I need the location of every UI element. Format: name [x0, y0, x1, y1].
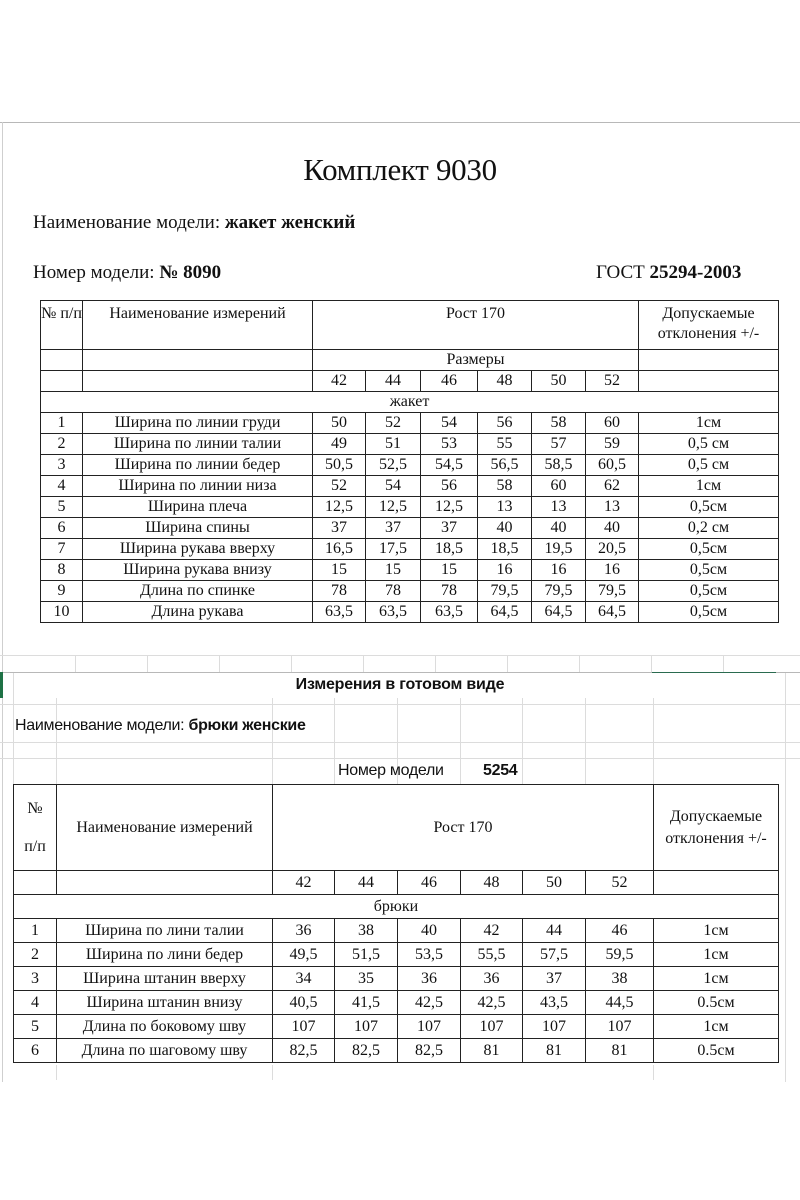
row-number: 6 [14, 1039, 57, 1063]
measurement-value: 40,5 [273, 991, 335, 1015]
measurement-value: 16,5 [313, 539, 366, 560]
measurement-value: 37 [421, 518, 478, 539]
measurement-value: 37 [523, 967, 586, 991]
measurement-value: 53,5 [398, 943, 461, 967]
model-name-label: Наименование модели: [33, 212, 221, 233]
size-cell: 46 [421, 371, 478, 392]
gridline [585, 698, 586, 784]
empty-cell [14, 871, 57, 895]
measurement-value: 12,5 [421, 497, 478, 518]
section-row [14, 895, 779, 919]
measurement-value: 58 [478, 476, 532, 497]
height-header: Рост 170 [273, 785, 654, 871]
gridline [147, 655, 148, 672]
measurement-value: 79,5 [586, 581, 639, 602]
model-number-value: № 8090 [159, 262, 222, 283]
measurement-value: 36 [398, 967, 461, 991]
measurement-value: 107 [523, 1015, 586, 1039]
measurement-value: 81 [523, 1039, 586, 1063]
empty-cell [83, 350, 313, 371]
measurement-name: Длина рукава [83, 602, 313, 623]
row-number: 2 [14, 943, 57, 967]
size-cell: 50 [532, 371, 586, 392]
gost-value: 25294-2003 [649, 262, 742, 283]
measurement-value: 34 [273, 967, 335, 991]
measurement-value: 81 [586, 1039, 654, 1063]
measurement-value: 37 [313, 518, 366, 539]
empty-cell [639, 350, 779, 371]
row-number: 2 [41, 434, 83, 455]
measurement-name: Длина по боковому шву [57, 1015, 273, 1039]
measurement-value: 36 [273, 919, 335, 943]
row-number: 4 [14, 991, 57, 1015]
measurement-value: 82,5 [273, 1039, 335, 1063]
table-row [14, 991, 779, 1015]
gridline [651, 655, 652, 672]
measurement-value: 15 [366, 560, 421, 581]
measurement-value: 49 [313, 434, 366, 455]
trousers-model-name [15, 717, 306, 735]
table-row [14, 943, 779, 967]
tolerance-value: 1см [639, 476, 779, 497]
empty-cell [57, 871, 273, 895]
row-number: 5 [14, 1015, 57, 1039]
trousers-model-number-label: Номер модели [338, 762, 444, 779]
size-cell: 50 [523, 871, 586, 895]
measurement-value: 57 [532, 434, 586, 455]
measurement-value: 79,5 [478, 581, 532, 602]
tolerance-value: 0,5 см [639, 434, 779, 455]
sheet-border-top [0, 122, 800, 123]
trousers-model-number-value: 5254 [483, 762, 518, 779]
measurement-value: 58 [532, 413, 586, 434]
measurement-value: 20,5 [586, 539, 639, 560]
sizes-label-row [41, 350, 779, 371]
gridline [653, 1065, 654, 1080]
measurement-value: 36 [461, 967, 523, 991]
tolerance-value: 0.5см [654, 1039, 779, 1063]
tolerance-value: 1см [654, 1015, 779, 1039]
measurement-value: 43,5 [523, 991, 586, 1015]
size-cell: 42 [273, 871, 335, 895]
size-cell: 48 [478, 371, 532, 392]
section-row [41, 392, 779, 413]
size-cell: 52 [586, 871, 654, 895]
size-cell: 46 [398, 871, 461, 895]
measurement-value: 54,5 [421, 455, 478, 476]
measurement-value: 64,5 [478, 602, 532, 623]
gridline [0, 655, 800, 656]
col-number-top: № [27, 799, 43, 817]
measurement-value: 78 [421, 581, 478, 602]
measurement-value: 13 [586, 497, 639, 518]
measurement-value: 51,5 [335, 943, 398, 967]
measurement-name: Ширина спины [83, 518, 313, 539]
measurement-value: 50,5 [313, 455, 366, 476]
page-title: Комплект 9030 [303, 152, 497, 187]
measurement-value: 13 [478, 497, 532, 518]
measurement-value: 40 [478, 518, 532, 539]
measurement-value: 17,5 [366, 539, 421, 560]
measurement-value: 19,5 [532, 539, 586, 560]
table-row [41, 476, 779, 497]
section-label: брюки [14, 895, 779, 919]
measurement-name: Длина по шаговому шву [57, 1039, 273, 1063]
measurement-value: 78 [313, 581, 366, 602]
gridline [291, 655, 292, 672]
tolerance-value: 0,5см [639, 602, 779, 623]
measurement-value: 81 [461, 1039, 523, 1063]
measurement-value: 35 [335, 967, 398, 991]
measurement-value: 52,5 [366, 455, 421, 476]
table-row [41, 602, 779, 623]
col-number-bottom: п/п [24, 837, 46, 855]
header-row [41, 301, 779, 350]
row-number: 3 [41, 455, 83, 476]
measurement-name: Ширина по линии талии [83, 434, 313, 455]
gridline [0, 742, 800, 743]
jacket-model-number [33, 262, 221, 284]
tolerance-value: 0,5см [639, 581, 779, 602]
measurement-value: 107 [398, 1015, 461, 1039]
tolerance-value: 0,5 см [639, 455, 779, 476]
col-number-header: № п/п [41, 301, 83, 350]
measurement-value: 60,5 [586, 455, 639, 476]
measurement-value: 42,5 [398, 991, 461, 1015]
measurement-value: 63,5 [421, 602, 478, 623]
measurement-value: 107 [586, 1015, 654, 1039]
gridline [272, 1065, 273, 1080]
measurement-name: Ширина рукава вверху [83, 539, 313, 560]
row-number: 1 [41, 413, 83, 434]
measurement-value: 13 [532, 497, 586, 518]
row-number: 10 [41, 602, 83, 623]
gridline [785, 672, 786, 1082]
table-row [41, 413, 779, 434]
sizes-row [41, 371, 779, 392]
row-number: 7 [41, 539, 83, 560]
tolerance-value: 0,5см [639, 497, 779, 518]
measurement-value: 59,5 [586, 943, 654, 967]
gridline [435, 655, 436, 672]
measurement-value: 107 [335, 1015, 398, 1039]
measurement-value: 55 [478, 434, 532, 455]
tolerance-value: 1см [639, 413, 779, 434]
measurement-value: 12,5 [313, 497, 366, 518]
tolerance-value: 1см [654, 919, 779, 943]
jacket-table-body [41, 413, 779, 623]
measurement-value: 62 [586, 476, 639, 497]
row-number: 4 [41, 476, 83, 497]
col-number-header [14, 785, 57, 871]
tolerance-value: 0,2 см [639, 518, 779, 539]
measurement-value: 44 [523, 919, 586, 943]
gridline [363, 655, 364, 672]
tolerance-value: 0,5см [639, 560, 779, 581]
gridline [0, 704, 800, 705]
empty-cell [83, 371, 313, 392]
empty-cell [41, 350, 83, 371]
measurement-value: 64,5 [586, 602, 639, 623]
measurement-value: 18,5 [421, 539, 478, 560]
measurement-value: 60 [586, 413, 639, 434]
gost-reference [596, 262, 741, 284]
row-number: 8 [41, 560, 83, 581]
sizes-row [14, 871, 779, 895]
measurement-name: Ширина штанин вверху [57, 967, 273, 991]
measurement-value: 42,5 [461, 991, 523, 1015]
measurement-value: 18,5 [478, 539, 532, 560]
measurement-value: 59 [586, 434, 639, 455]
gridline [0, 758, 800, 759]
gost-label: ГОСТ [596, 262, 645, 283]
measurement-value: 54 [421, 413, 478, 434]
measurement-value: 79,5 [532, 581, 586, 602]
tolerance-value: 0.5см [654, 991, 779, 1015]
row-number: 6 [41, 518, 83, 539]
measurement-value: 41,5 [335, 991, 398, 1015]
measurement-name: Ширина плеча [83, 497, 313, 518]
measurement-value: 50 [313, 413, 366, 434]
measurement-value: 54 [366, 476, 421, 497]
section-title: Измерения в готовом виде [295, 676, 505, 693]
tolerance-value: 1см [654, 967, 779, 991]
measurement-value: 40 [586, 518, 639, 539]
gridline [75, 655, 76, 672]
gridline [723, 655, 724, 672]
measurement-name: Ширина по лини бедер [57, 943, 273, 967]
measurement-value: 82,5 [335, 1039, 398, 1063]
table-row [14, 1015, 779, 1039]
gridline [56, 1065, 57, 1080]
gridline [522, 698, 523, 784]
gridline [334, 698, 335, 784]
table-row [41, 497, 779, 518]
trousers-table-body [14, 919, 779, 1063]
measurement-value: 56 [421, 476, 478, 497]
measurement-name: Ширина по линии груди [83, 413, 313, 434]
measurement-value: 60 [532, 476, 586, 497]
measurement-value: 15 [313, 560, 366, 581]
sheet-border-left [2, 122, 3, 1082]
measurement-name: Ширина штанин внизу [57, 991, 273, 1015]
sizes-header: Размеры [313, 350, 639, 371]
table-row [41, 434, 779, 455]
measurement-value: 52 [366, 413, 421, 434]
gridline [219, 655, 220, 672]
measurement-name: Ширина рукава внизу [83, 560, 313, 581]
col-name-header: Наименование измерений [83, 301, 313, 350]
table-row [41, 539, 779, 560]
size-cell: 48 [461, 871, 523, 895]
measurement-value: 107 [461, 1015, 523, 1039]
height-header: Рост 170 [313, 301, 639, 350]
table-row [14, 919, 779, 943]
model-name-value: жакет женский [224, 212, 356, 233]
measurement-value: 57,5 [523, 943, 586, 967]
row-number: 5 [41, 497, 83, 518]
col-name-header: Наименование измерений [57, 785, 273, 871]
row-number: 9 [41, 581, 83, 602]
table-row [41, 560, 779, 581]
measurement-value: 40 [532, 518, 586, 539]
jacket-measurements-table [40, 300, 779, 623]
gridline [460, 698, 461, 784]
gridline [507, 655, 508, 672]
measurement-value: 55,5 [461, 943, 523, 967]
size-cell: 44 [335, 871, 398, 895]
trousers-measurements-table [13, 784, 779, 1063]
gridline [653, 698, 654, 784]
active-cell-border [652, 672, 776, 673]
measurement-value: 78 [366, 581, 421, 602]
measurement-value: 64,5 [532, 602, 586, 623]
model-name-value: брюки женские [188, 717, 306, 734]
row-number: 1 [14, 919, 57, 943]
tolerance-value: 1см [654, 943, 779, 967]
measurement-value: 58,5 [532, 455, 586, 476]
size-cell: 52 [586, 371, 639, 392]
measurement-value: 56 [478, 413, 532, 434]
gridline [579, 655, 580, 672]
measurement-value: 37 [366, 518, 421, 539]
table-row [41, 455, 779, 476]
measurement-value: 107 [273, 1015, 335, 1039]
measurement-value: 38 [586, 967, 654, 991]
measurement-value: 49,5 [273, 943, 335, 967]
measurement-name: Ширина по лини талии [57, 919, 273, 943]
measurement-value: 15 [421, 560, 478, 581]
tolerance-header: Допускаемые отклонения +/- [639, 301, 779, 350]
table-row [14, 967, 779, 991]
size-cell: 44 [366, 371, 421, 392]
measurement-value: 51 [366, 434, 421, 455]
size-cell: 42 [313, 371, 366, 392]
measurement-value: 63,5 [313, 602, 366, 623]
measurement-value: 46 [586, 919, 654, 943]
measurement-value: 82,5 [398, 1039, 461, 1063]
measurement-value: 12,5 [366, 497, 421, 518]
measurement-value: 40 [398, 919, 461, 943]
measurement-name: Ширина по линии бедер [83, 455, 313, 476]
measurement-value: 16 [478, 560, 532, 581]
measurement-value: 52 [313, 476, 366, 497]
table-row [41, 581, 779, 602]
empty-cell [654, 871, 779, 895]
measurement-name: Длина по спинке [83, 581, 313, 602]
section-label: жакет [41, 392, 779, 413]
gridline [272, 698, 273, 784]
measurement-value: 63,5 [366, 602, 421, 623]
empty-cell [41, 371, 83, 392]
header-row [14, 785, 779, 871]
measurement-value: 44,5 [586, 991, 654, 1015]
measurement-value: 16 [586, 560, 639, 581]
measurement-value: 42 [461, 919, 523, 943]
table-row [14, 1039, 779, 1063]
measurement-name: Ширина по линии низа [83, 476, 313, 497]
tolerance-value: 0,5см [639, 539, 779, 560]
model-number-label: Номер модели: [33, 262, 155, 283]
measurement-value: 56,5 [478, 455, 532, 476]
empty-cell [639, 371, 779, 392]
measurement-value: 38 [335, 919, 398, 943]
measurement-value: 16 [532, 560, 586, 581]
model-name-label: Наименование модели: [15, 717, 185, 734]
table-row [41, 518, 779, 539]
row-number: 3 [14, 967, 57, 991]
jacket-model-name [33, 212, 355, 234]
gridline [56, 698, 57, 784]
measurement-value: 53 [421, 434, 478, 455]
tolerance-header: Допускаемые отклонения +/- [654, 785, 779, 871]
